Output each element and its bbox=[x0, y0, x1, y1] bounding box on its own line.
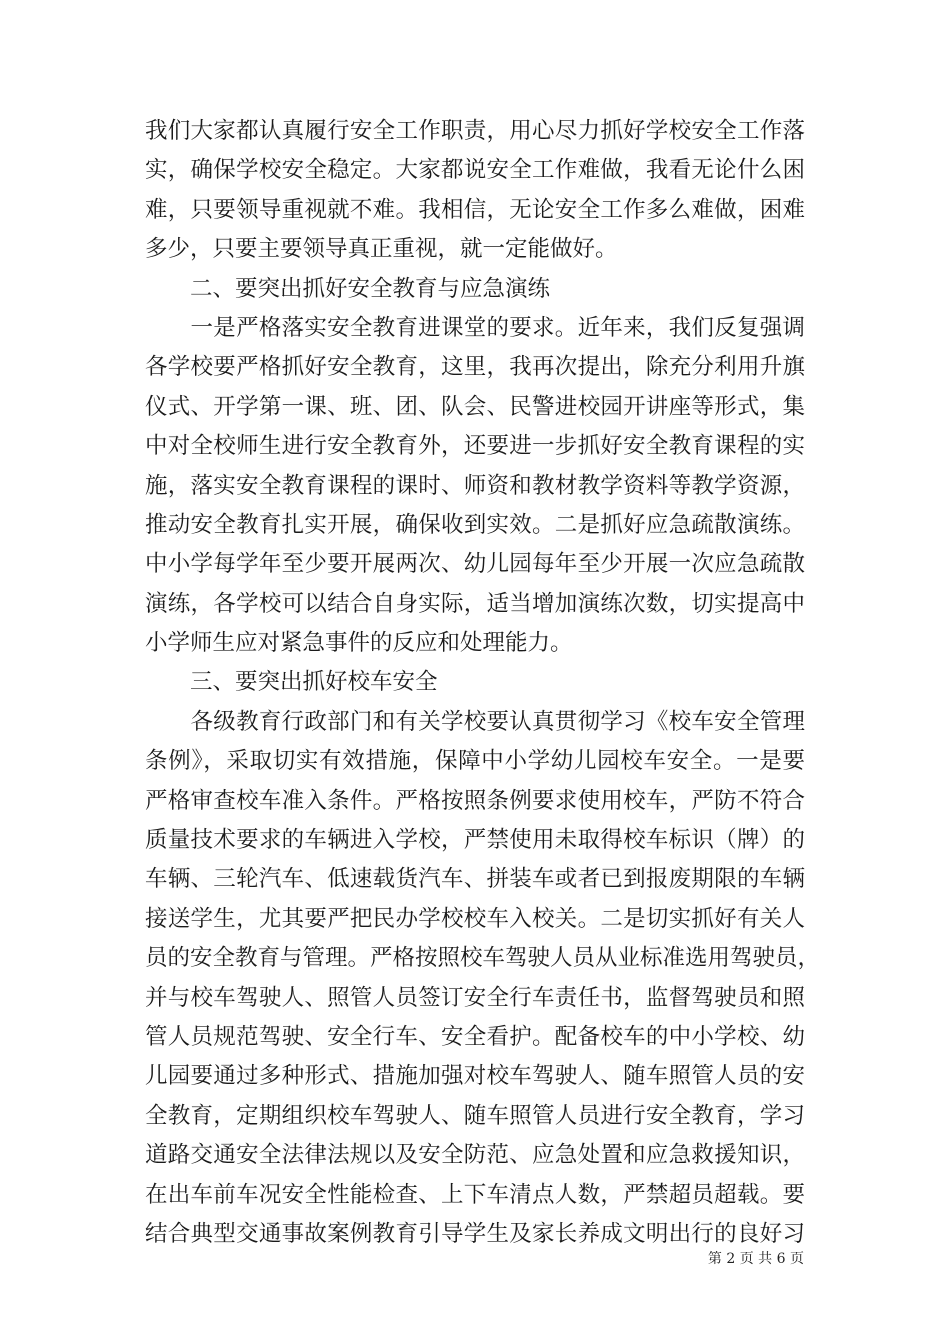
section-heading bbox=[145, 270, 805, 309]
text-line: 多少，只要主要领导真正重视，就一定能做好。 bbox=[145, 236, 618, 263]
text-line: 各学校要严格抓好安全教育，这里，我再次提出，除充分利用升旗 bbox=[145, 354, 805, 381]
document-body bbox=[145, 112, 821, 1254]
text-line: 并与校车驾驶人、照管人员签订安全行车责任书，监督驾驶员和照 bbox=[145, 984, 805, 1011]
text-line: 员的安全教育与管理。严格按照校车驾驶人员从业标准选用驾驶员， bbox=[145, 945, 821, 972]
text-line: 二、要突出抓好安全教育与应急演练 bbox=[145, 275, 551, 302]
text-line: 严格审查校车准入条件。严格按照条例要求使用校车，严防不符合 bbox=[145, 787, 805, 814]
text-line: 质量技术要求的车辆进入学校，严禁使用未取得校车标识（牌）的 bbox=[145, 827, 805, 854]
text-line: 接送学生，尤其要严把民办学校校车入校关。二是切实抓好有关人 bbox=[145, 905, 805, 932]
paragraph bbox=[145, 703, 821, 1254]
text-line: 小学师生应对紧急事件的反应和处理能力。 bbox=[145, 630, 573, 657]
page-number: 第 2 页 共 6 页 bbox=[707, 1251, 804, 1267]
text-line: 道路交通安全法律法规以及安全防范、应急处置和应急救援知识， bbox=[145, 1142, 805, 1169]
paragraph bbox=[145, 309, 805, 664]
text-line: 管人员规范驾驶、安全行车、安全看护。配备校车的中小学校、幼 bbox=[145, 1023, 805, 1050]
text-line: 我们大家都认真履行安全工作职责，用心尽力抓好学校安全工作落 bbox=[145, 118, 805, 144]
text-line: 结合典型交通事故案例教育引导学生及家长养成文明出行的良好习 bbox=[145, 1220, 805, 1247]
text-line: 全教育，定期组织校车驾驶人、随车照管人员进行安全教育，学习 bbox=[145, 1102, 805, 1129]
text-line: 施，落实安全教育课程的课时、师资和教材教学资料等教学资源， bbox=[145, 472, 805, 499]
text-line: 中小学每学年至少要开展两次、幼儿园每年至少开展一次应急疏散 bbox=[145, 551, 805, 578]
text-line: 难，只要领导重视就不难。我相信，无论安全工作多么难做，困难 bbox=[145, 196, 805, 223]
text-line: 仪式、开学第一课、班、团、队会、民警进校园开讲座等形式，集 bbox=[145, 393, 805, 420]
text-line: 推动安全教育扎实开展，确保收到实效。二是抓好应急疏散演练。 bbox=[145, 511, 805, 538]
text-line: 实，确保学校安全稳定。大家都说安全工作难做，我看无论什么困 bbox=[145, 157, 805, 184]
text-line: 一是严格落实安全教育进课堂的要求。近年来，我们反复强调 bbox=[145, 314, 805, 341]
text-line: 条例》，采取切实有效措施，保障中小学幼儿园校车安全。一是要 bbox=[145, 748, 805, 775]
section-heading bbox=[145, 663, 805, 702]
text-line: 演练，各学校可以结合自身实际，适当增加演练次数，切实提高中 bbox=[145, 590, 805, 617]
text-line: 各级教育行政部门和有关学校要认真贯彻学习《校车安全管理 bbox=[145, 708, 805, 735]
text-line: 车辆、三轮汽车、低速载货汽车、拼装车或者已到报废期限的车辆 bbox=[145, 866, 805, 893]
text-line: 中对全校师生进行安全教育外，还要进一步抓好安全教育课程的实 bbox=[145, 433, 805, 460]
text-line: 三、要突出抓好校车安全 bbox=[145, 669, 438, 696]
text-line: 在出车前车况安全性能检查、上下车清点人数，严禁超员超载。要 bbox=[145, 1181, 805, 1208]
paragraph bbox=[145, 112, 805, 270]
text-line: 儿园要通过多种形式、措施加强对校车驾驶人、随车照管人员的安 bbox=[145, 1063, 805, 1090]
